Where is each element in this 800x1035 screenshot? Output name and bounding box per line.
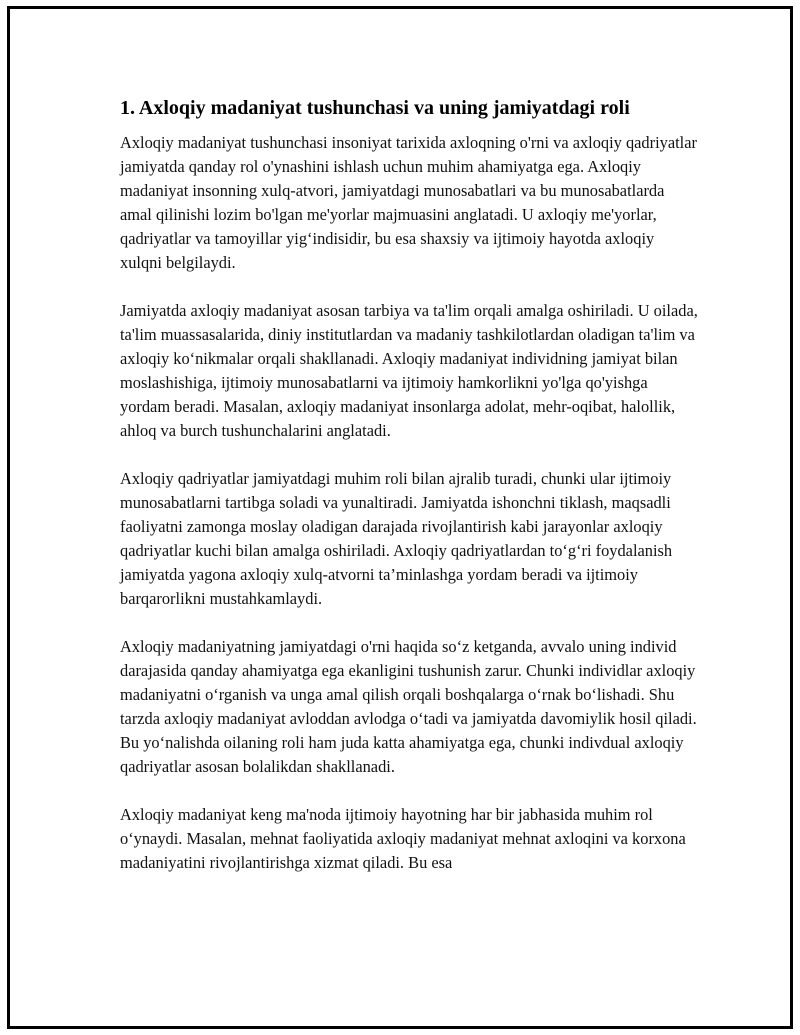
paragraph-1: Axloqiy madaniyat tushunchasi insoniyat tarixida axloqning o'rni va axloqiy qadriyatlar jamiyatda qanday rol o'ynashini ishlash uchun muhim ahamiyatga ega. Axloqiy madaniyat insonning xulq-atvori, jamiyatdagi munosabatlari va bu munosabatlarda amal qilinishi lozim bo'lgan me'yorlar majmuasini anglatadi. U axloqiy me'yorlar, qadriyatlar va tamoyillar yig‘indisidir, bu esa shaxsiy va ijtimoiy hayotda axloqiy xulqni belgilaydi. [120,133,697,272]
paragraph-5: Axloqiy madaniyat keng ma'noda ijtimoiy hayotning har bir jabhasida muhim rol o‘ynaydi. Masalan, mehnat faoliyatida axloqiy madaniyat mehnat axloqini va korxona madaniyatini rivojlantirishga xizmat qiladi. Bu esa [120,805,686,872]
document-body [120,95,700,899]
paragraph-2: Jamiyatda axloqiy madaniyat asosan tarbiya va ta'lim orqali amalga oshiriladi. U oilada, ta'lim muassasalarida, diniy institutlardan va madaniy tashkilotlardan oladigan ta'lim va axloqiy ko‘nikmalar orqali shakllanadi. Axloqiy madaniyat individning jamiyat bilan moslashishiga, ijtimoiy munosabatlarni va ijtimoiy hamkorlikni yo'lga qo'yishga yordam beradi. Masalan, axloqiy madaniyat insonlarga adolat, mehr-oqibat, halollik, ahloq va burch tushunchalarini anglatadi. [120,301,698,440]
paragraph-4: Axloqiy madaniyatning jamiyatdagi o'rni haqida so‘z ketganda, avvalo uning individ darajasida qanday ahamiyatga ega ekanligini tushunish zarur. Chunki individlar axloqiy madaniyatni o‘rganish va unga amal qilish orqali boshqalarga o‘rnak bo‘lishadi. Shu tarzda axloqiy madaniyat avloddan avlodga o‘tadi va jamiyatda davomiylik hosil qiladi. Bu yo‘nalishda oilaning roli ham juda katta ahamiyatga ega, chunki indivdual axloqiy qadriyatlar asosan bolalikdan shakllanadi. [120,637,697,776]
page-frame [7,6,793,1029]
section-title: 1. Axloqiy madaniyat tushunchasi va uning jamiyatdagi roli [120,97,630,119]
paragraph-3: Axloqiy qadriyatlar jamiyatdagi muhim roli bilan ajralib turadi, chunki ular ijtimoiy munosabatlarni tartibga soladi va yunaltiradi. Jamiyatda ishonchni tiklash, maqsadli faoliyatni zamonga moslay oladigan darajada rivojlantirish kabi jarayonlar axloqiy qadriyatlar kuchi bilan amalga oshiriladi. Axloqiy qadriyatlardan to‘g‘ri foydalanish jamiyatda yagona axloqiy xulq-atvorni ta’minlashga yordam beradi va ijtimoiy barqarorlikni mustahkamlaydi. [120,469,673,608]
